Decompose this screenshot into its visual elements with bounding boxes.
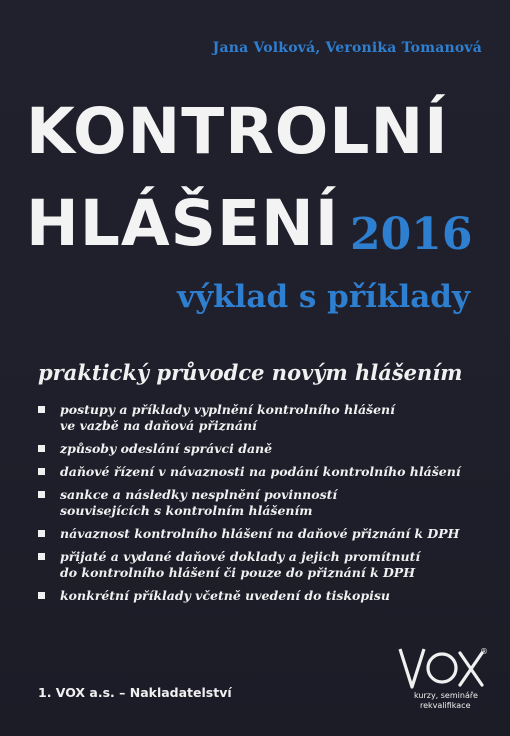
authors: Jana Volková, Veronika Tomanová (212, 40, 482, 56)
feature-text: souvisejících s kontrolním hlášením (60, 503, 313, 518)
feature-list-item (36, 441, 476, 457)
feature-text: konkrétní příklady včetně uvedení do tiskopisu (60, 588, 390, 603)
vox-logo (398, 645, 490, 717)
feature-text: ve vazbě na daňová přiznání (60, 418, 257, 433)
logo-tagline-2: rekvalifikace (420, 701, 471, 710)
publisher: 1. VOX a.s. – Nakladatelství (38, 685, 232, 700)
feature-text: způsoby odeslání správci daně (60, 441, 273, 456)
feature-text: postupy a příklady vyplnění kontrolního hlášení (60, 402, 395, 417)
bullet-square-icon (38, 592, 45, 599)
feature-list (36, 402, 476, 611)
guide-tagline: praktický průvodce novým hlášením (38, 360, 463, 385)
feature-text: do kontrolního hlášení či pouze do přiznání k DPH (60, 565, 416, 580)
feature-text: přijaté a vydané daňové doklady a jejich promítnutí (60, 549, 421, 564)
vox-logo-mark (398, 645, 490, 693)
subtitle: výklad s příklady (177, 279, 470, 315)
bullet-square-icon (38, 468, 45, 475)
edition-year: 2016 (350, 209, 473, 260)
bullet-square-icon (38, 553, 45, 560)
feature-text: daňové řízení v návaznosti na podání kontrolního hlášení (60, 464, 461, 479)
bullet-square-icon (38, 491, 45, 498)
feature-text: návaznost kontrolního hlášení na daňové přiznání k DPH (60, 526, 460, 541)
logo-tagline-1: kurzy, semináře (414, 691, 478, 700)
bullet-square-icon (38, 406, 45, 413)
bullet-square-icon (38, 530, 45, 537)
feature-list-item (36, 402, 476, 434)
feature-list-item (36, 526, 476, 542)
feature-list-item (36, 588, 476, 604)
registered-mark: ® (480, 647, 488, 656)
feature-text: sankce a následky nesplnění povinností (60, 487, 338, 502)
title-line-1: KONTROLNÍ (26, 95, 449, 168)
title-line-2: HLÁŠENÍ (26, 187, 340, 260)
feature-list-item (36, 464, 476, 480)
feature-list-item (36, 549, 476, 581)
bullet-square-icon (38, 445, 45, 452)
feature-list-item (36, 487, 476, 519)
